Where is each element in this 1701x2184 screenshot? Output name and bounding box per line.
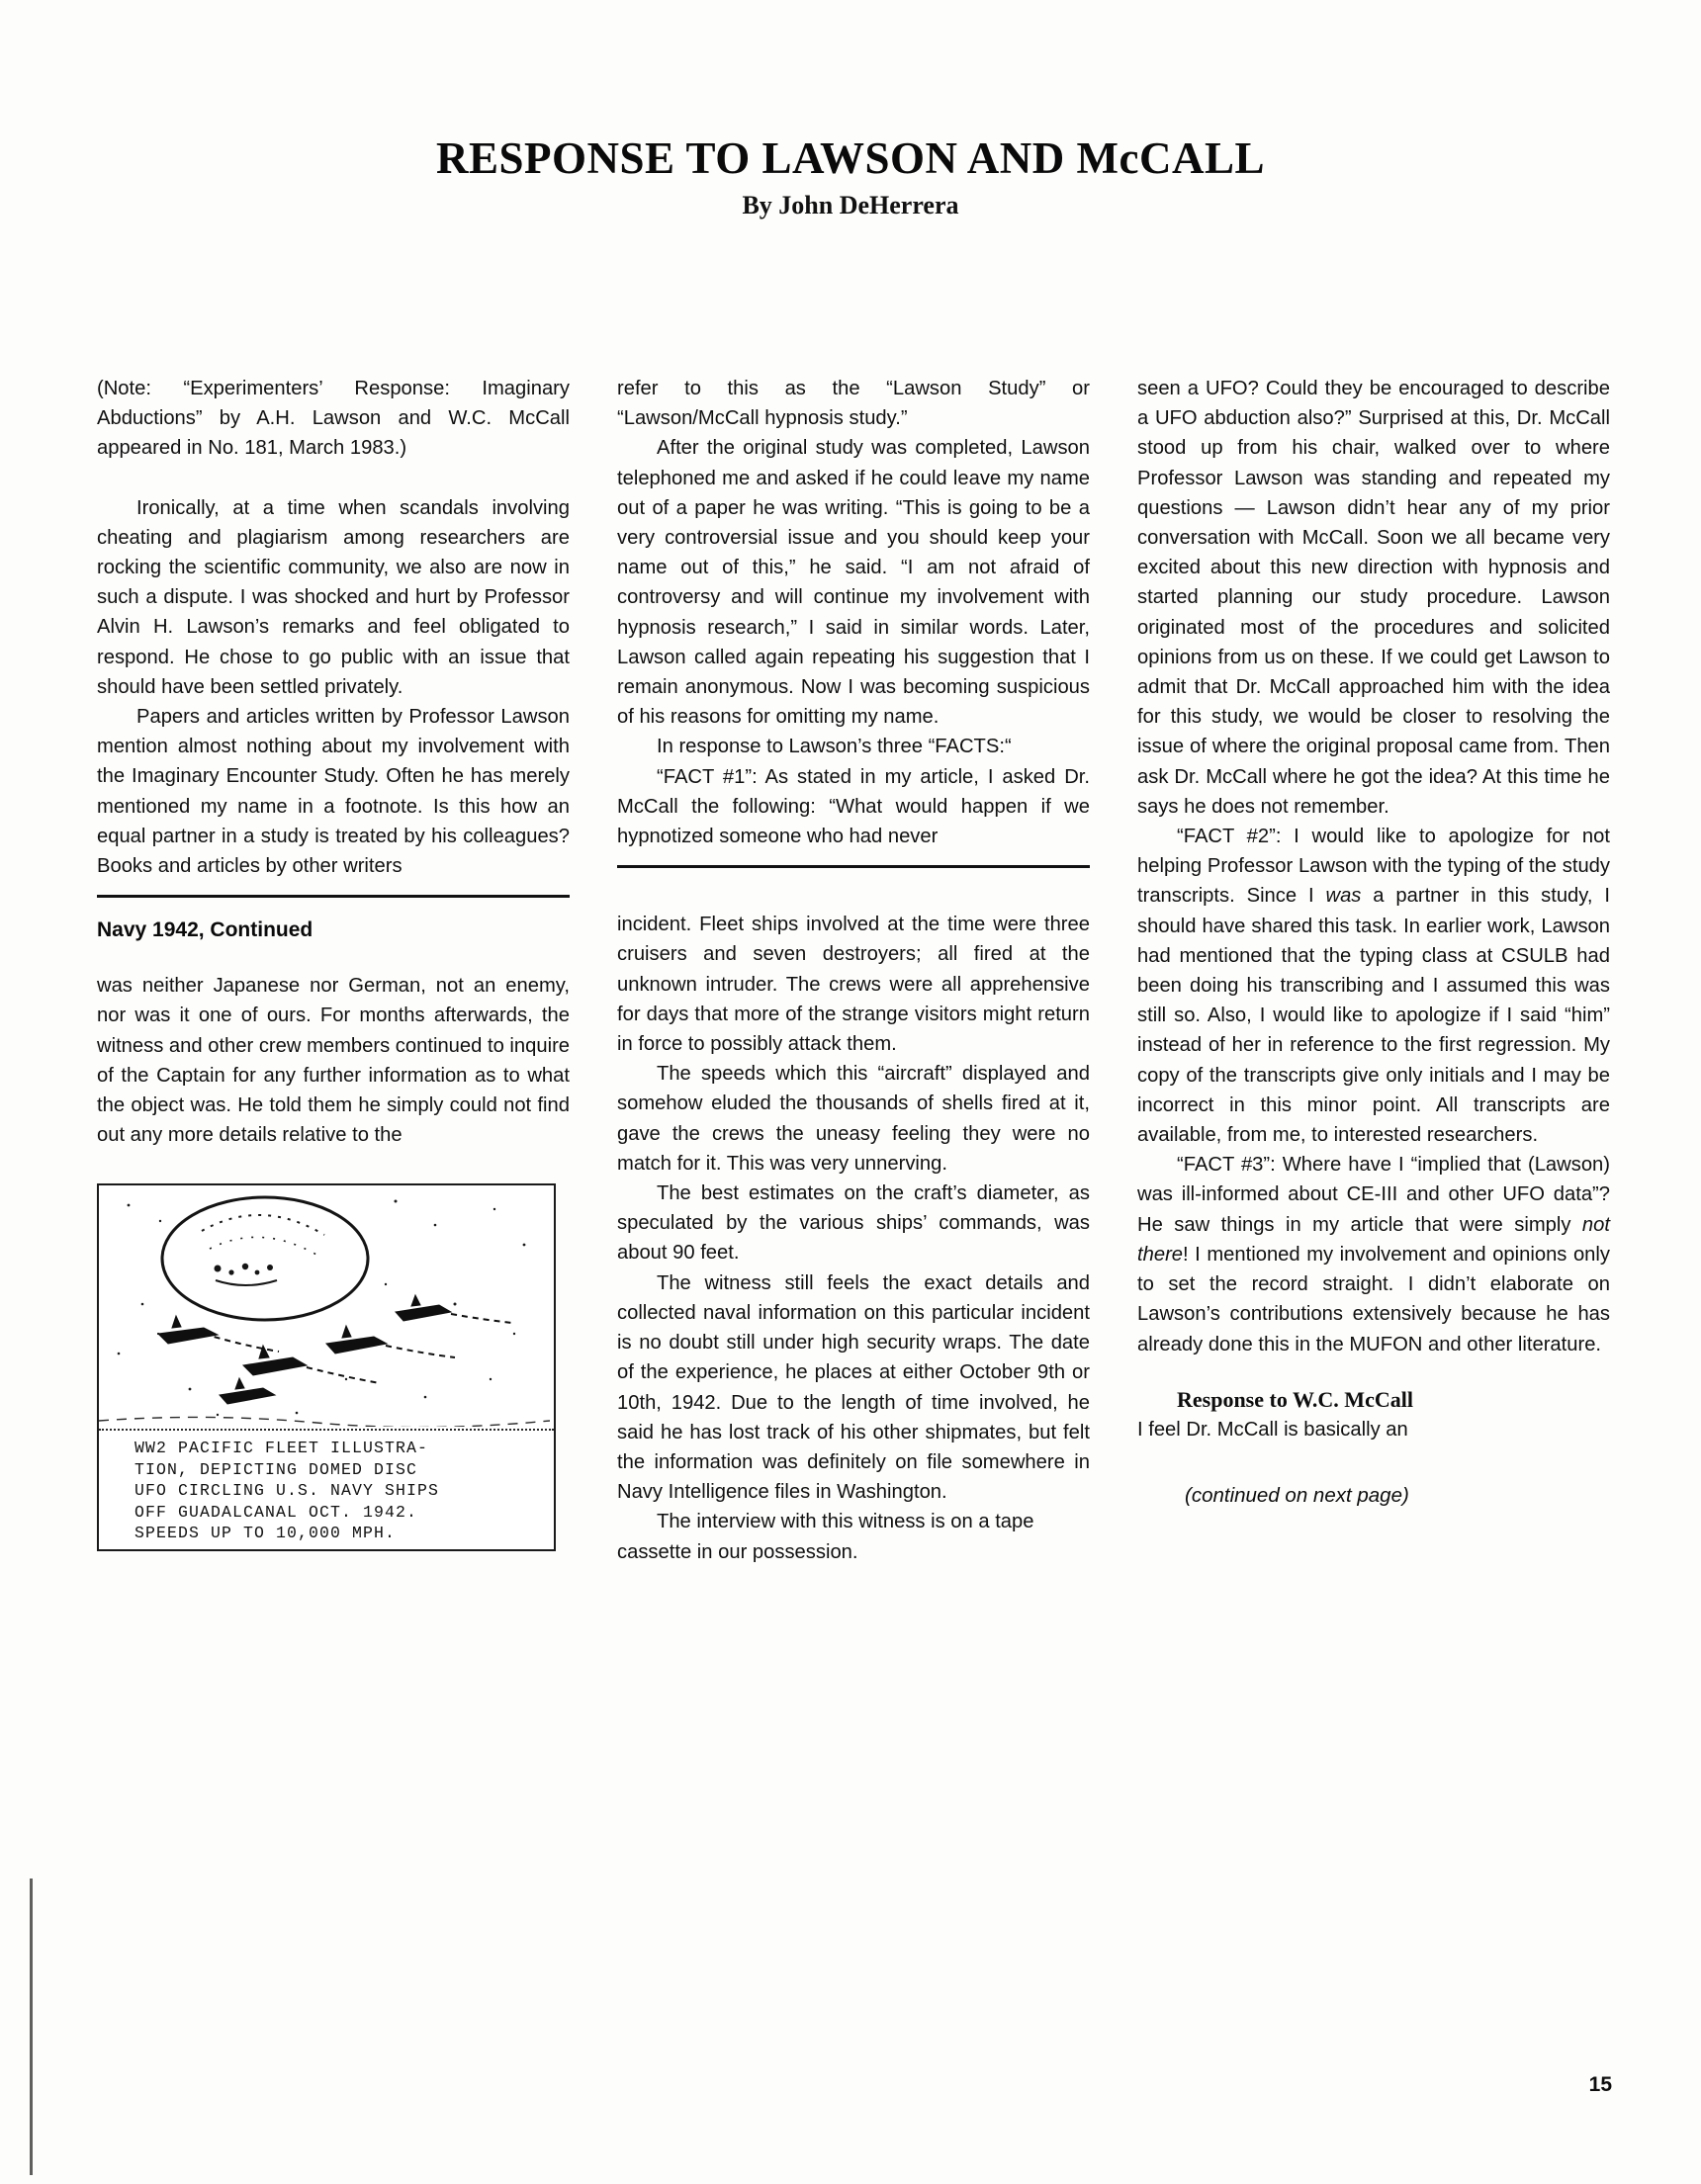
fact-3-text-a: “FACT #3”: Where have I “implied that (Lawson) was ill-informed about CE-III and other UFO data”? He saw things in my article that were simply: [1137, 1154, 1610, 1236]
fact-3-text-b: ! I mentioned my involvement and opinions only to set the record straight. I didn’t elaborate on Lawson’s contributions extensively because he has already done this in the MUFON and other literature.: [1137, 1243, 1610, 1355]
fact-2-text-a: “FACT #2”: I would like to apologize for not helping Professor Lawson with the typing of the study transcripts. Since I: [1137, 826, 1610, 908]
middle-paragraph-2: After the original study was completed, Lawson telephoned me and asked if he could leave my name out of a paper he was writing. “This is going to be a very controversial issue and you should keep your name out of this,” he said. “I am not afraid of controversy and will continue my involvement with hypnosis research,” I said in similar words. Later, Lawson called again repeating his suggestion that I remain anonymous. Now I was becoming suspicious of his reasons for omitting my name.: [617, 437, 1090, 729]
figure-caption: [99, 1429, 554, 1549]
ufo-fleet-illustration-svg: [99, 1185, 550, 1427]
fact-2-text-b: a partner in this study, I should have shared this task. In earlier work, Lawson had mentioned that the typing class at CSULB had been doing his transcribing and I assumed this was still so. Also, I would like to apologize if I said “him” instead of her in reference to the first regression. My copy of the transcripts give only initials and I may be incorrect in this minor point. All transcripts are available, from me, to interested researchers.: [1137, 885, 1610, 1147]
right-paragraph-fact-2: [1137, 822, 1610, 1150]
figure-caption-line-2: TION, DEPICTING DOMED DISC: [134, 1459, 418, 1479]
middle-paragraph-4: “FACT #1”: As stated in my article, I asked Dr. McCall the following: “What would happen if we hypnotized someone who had never: [617, 765, 1090, 848]
column-left: [97, 374, 570, 1567]
editor-note: (Note: “Experimenters’ Response: Imaginary Abductions” by A.H. Lawson and W.C. McCall appeared in No. 181, March 1983.): [97, 378, 570, 460]
left-paragraph-1: Ironically, at a time when scandals involving cheating and plagiarism among researchers are rocking the scientific community, we also are now in such a dispute. I was shocked and hurt by Professor Alvin H. Lawson’s remarks and feel obligated to respond. He chose to go public with an issue that should have been settled privately.: [97, 496, 570, 698]
fact-2-emphasis: was: [1325, 885, 1362, 908]
subhead-navy-1942: Navy 1942, Continued: [97, 918, 313, 942]
middle-paragraph-8: The witness still feels the exact details and collected naval information on this particular incident is no doubt still under high security wraps. The date of the experience, he places at either October 9th or 10th, 1942. Due to the length of time involved, he said he has lost track of his other shipmates, but felt the information was definitely on file somewhere in Navy Intelligence files in Washington.: [617, 1271, 1090, 1504]
page-number: 15: [1588, 2073, 1612, 2096]
column-middle: [617, 374, 1090, 1567]
right-paragraph-4: I feel Dr. McCall is basically an: [1137, 1418, 1408, 1441]
middle-paragraph-7: The best estimates on the craft’s diameter, as speculated by the various ships’ commands, was about 90 feet.: [617, 1182, 1090, 1265]
middle-paragraph-9: The interview with this witness is on a tape cassette in our possession.: [617, 1511, 1034, 1563]
column-right: [1137, 374, 1610, 1567]
middle-paragraph-3: In response to Lawson’s three “FACTS:“: [657, 736, 1012, 758]
left-paragraph-2: Papers and articles written by Professor Lawson mention almost nothing about my involvement with the Imaginary Encounter Study. Often he has merely mentioned my name in a footnote. Is this how an equal partner in a study is treated by his colleagues? Books and articles by other writers: [97, 706, 570, 878]
middle-paragraph-1: refer to this as the “Lawson Study” or “Lawson/McCall hypnosis study.”: [617, 378, 1090, 430]
continued-on-next-page: (continued on next page): [1185, 1483, 1409, 1507]
middle-paragraph-5: incident. Fleet ships involved at the time were three cruisers and seven destroyers; all fired at the unknown intruder. The crews were all apprehensive for days that more of the strange visitors might return in force to possibly attack them.: [617, 914, 1090, 1056]
left-paragraph-3: was neither Japanese nor German, not an enemy, nor was it one of ours. For months afterwards, the witness and other crew members continued to inquire of the Captain for any further information as to what the object was. He told them he simply could not find out any more details relative to the: [97, 975, 571, 1147]
right-paragraph-1: seen a UFO? Could they be encouraged to describe a UFO abduction also?” Surprised at this, Dr. McCall stood up from his chair, walked over to where Professor Lawson was standing and repeated my questions — Lawson didn’t hear any of my prior conversation with McCall. Soon we all became very excited about this new direction with hypnosis and started planning our study procedure. Lawson originated most of the procedures and solicited opinions from us on these. If we could get Lawson to admit that Dr. McCall approached him with the idea for this study, we would be closer to resolving the issue of where the original proposal came from. Then ask Dr. McCall where he got the idea? At this time he says he does not remember.: [1137, 378, 1610, 818]
section-divider: [97, 895, 570, 898]
scan-gutter-artifact: [30, 1878, 33, 2175]
figure-caption-line-1: WW2 PACIFIC FLEET ILLUSTRA-: [134, 1439, 429, 1458]
figure-artwork: [99, 1185, 554, 1429]
figure-caption-line-5: SPEEDS UP TO 10,000 MPH.: [134, 1524, 397, 1543]
section-head-response-mccall: Response to W.C. McCall: [1177, 1386, 1413, 1412]
figure-caption-line-4: OFF GUADALCANAL OCT. 1942.: [134, 1502, 418, 1522]
middle-paragraph-6: The speeds which this “aircraft” displayed and somehow eluded the thousands of shells fired at it, gave the crews the uneasy feeling they were no match for it. This was very unnerving.: [617, 1063, 1090, 1175]
figure-caption-line-3: UFO CIRCLING U.S. NAVY SHIPS: [134, 1481, 440, 1501]
right-paragraph-fact-3: [1137, 1150, 1610, 1358]
fact-3-emphasis: not there: [1137, 1213, 1610, 1266]
section-divider-middle: [617, 865, 1090, 868]
byline: By John DeHerrera: [742, 191, 959, 219]
page-title: RESPONSE TO LAWSON AND McCALL: [436, 133, 1265, 184]
article-columns: [97, 374, 1610, 1567]
figure-ww2-pacific-fleet: [97, 1183, 556, 1551]
